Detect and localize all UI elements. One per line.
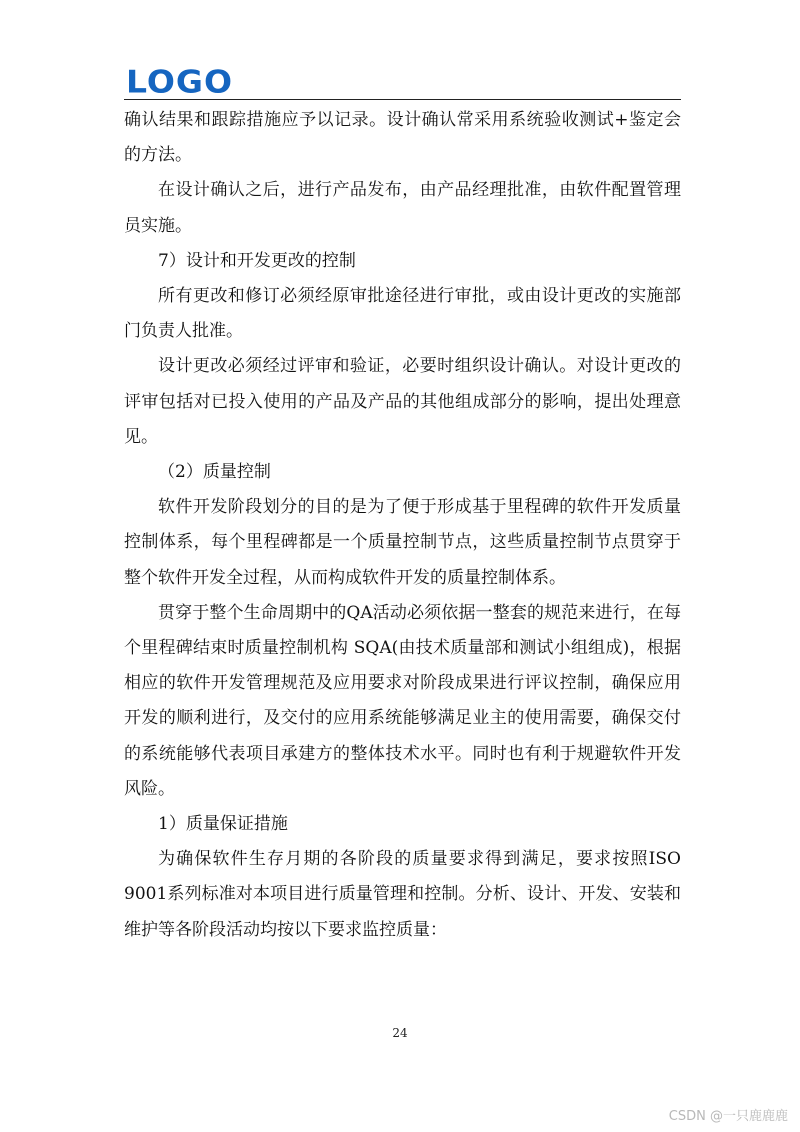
- watermark: CSDN @一只鹿鹿鹿: [668, 1109, 788, 1124]
- section-heading: 7）设计和开发更改的控制: [158, 250, 356, 271]
- paragraph: 确认结果和跟踪措施应予以记录。设计确认常采用系统验收测试+鉴定会的方法。: [124, 110, 681, 166]
- section-heading: 1）质量保证措施: [158, 814, 288, 835]
- paragraph: 为确保软件生存月期的各阶段的质量要求得到满足，要求按照ISO 9001系列标准对本项目进行质量管理和控制。分析、设计、开发、安装和维护等各阶段活动均按以下要求监控质量：: [124, 849, 681, 940]
- paragraph: 软件开发阶段划分的目的是为了便于形成基于里程碑的软件开发质量控制体系，每个里程碑都是一个质量控制节点，这些质量控制节点贯穿于整个软件开发全过程，从而构成软件开发的质量控制体系。: [124, 497, 681, 588]
- paragraph: 设计更改必须经过评审和验证，必要时组织设计确认。对设计更改的评审包括对已投入使用的产品及产品的其他组成部分的影响，提出处理意见。: [124, 356, 681, 447]
- section-heading: （2）质量控制: [158, 462, 271, 483]
- page-number: 24: [392, 1026, 408, 1040]
- paragraph: 所有更改和修订必须经原审批途径进行审批，或由设计更改的实施部门负责人批准。: [124, 286, 681, 342]
- paragraph: 贯穿于整个生命周期中的QA活动必须依据一整套的规范来进行，在每个里程碑结束时质量控制机构 SQA(由技术质量部和测试小组组成)，根据相应的软件开发管理规范及应用要求对阶段成果进行评议控制，确保应用开发的顺利进行，及交付的应用系统能够满足业主的使用需要，确保交付的系统能够代表项目承建方的整体技术水平。同时也有利于规避软件开发风险。: [124, 602, 681, 799]
- header-divider: [124, 99, 681, 100]
- paragraph: 在设计确认之后，进行产品发布，由产品经理批准，由软件配置管理员实施。: [124, 180, 681, 236]
- logo: LOGO: [126, 62, 234, 101]
- document-body: [124, 103, 681, 948]
